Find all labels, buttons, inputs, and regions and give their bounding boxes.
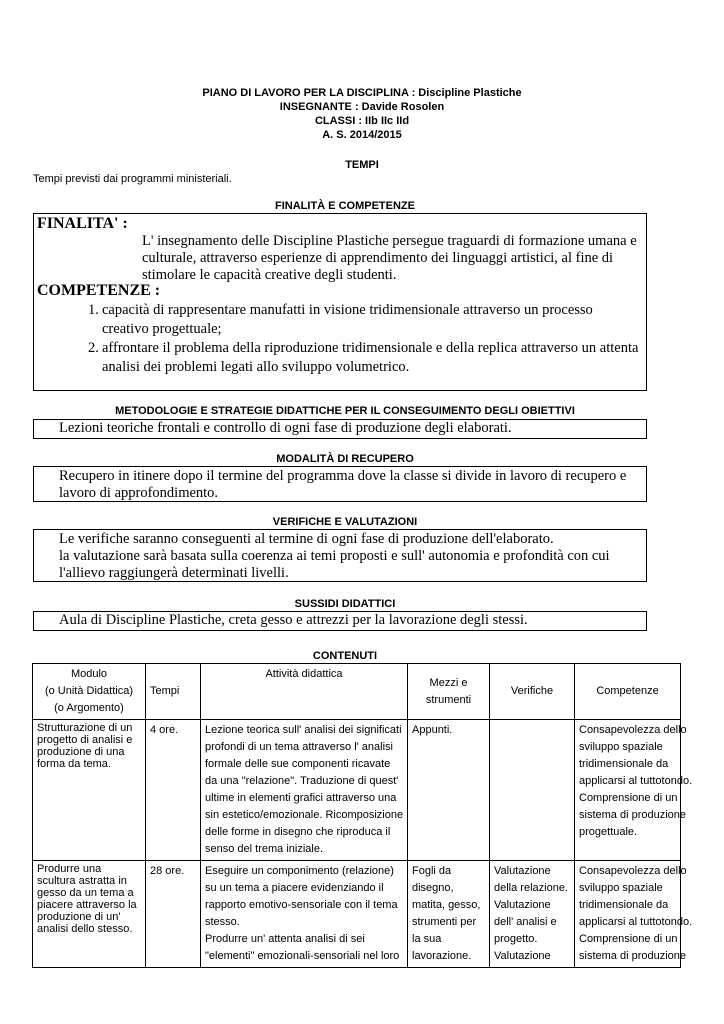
row1-verifiche <box>490 720 575 861</box>
header-line-1: PIANO DI LAVORO PER LA DISCIPLINA : Discipline Plastiche <box>202 87 522 99</box>
header-modulo: Modulo (o Unità Didattica) (o Argomento) <box>33 664 146 720</box>
table-row <box>33 861 681 968</box>
competenze-item-2: 2. affrontare il problema della riproduzione tridimensionale e della replica attraverso un attenta analisi dei problemi legati allo sviluppo volumetrico. <box>88 340 639 375</box>
row1-mezzi: Appunti. <box>408 720 490 861</box>
row2-attivita: Eseguire un componimento (relazione) su un tema a piacere evidenziando il rapporto emotivo-sensoriale con il tema stesso. Produrre un' attenta analisi di sei "elementi" emozionali-sensoriali nel loro <box>201 861 408 968</box>
finalita-text: L' insegnamento delle Discipline Plastiche persegue traguardi di formazione umana e culturale, attraverso esperienze di apprendimento dei linguaggi artistici, al fine di stimolare le capacità creative degli studenti. <box>142 233 637 283</box>
row1-modulo: Strutturazione di un progetto di analisi e produzione di una forma da tema. <box>33 720 146 861</box>
row2-verifiche: Valutazione della relazione. Valutazione dell' analisi e progetto. Valutazione <box>490 861 575 968</box>
verifiche-box <box>33 529 647 582</box>
verifiche-title: VERIFICHE E VALUTAZIONI <box>272 516 418 528</box>
header-verifiche: Verifiche <box>490 664 575 720</box>
header-line-4: A. S. 2014/2015 <box>322 129 402 141</box>
competenze-item-1: 1. capacità di rappresentare manufatti in visione tridimensionale attraverso un processo creativo progettuale; <box>88 302 593 337</box>
metodologie-text: Lezioni teoriche frontali e controllo di ogni fase di produzione degli elaborati. <box>59 420 512 436</box>
table-header-row <box>33 664 681 720</box>
row2-tempi: 28 ore. <box>146 861 201 968</box>
header-tempi: Tempi <box>146 664 201 720</box>
finalita-section-title: FINALITÀ E COMPETENZE <box>275 200 415 212</box>
recupero-title: MODALITÀ DI RECUPERO <box>276 453 414 465</box>
contenuti-table <box>32 663 693 968</box>
row2-competenze: Consapevolezza dello sviluppo spaziale tridimensionale da applicarsi al tuttotondo. Comprensione di un sistema di produzione <box>575 861 681 968</box>
recupero-box <box>33 466 647 502</box>
header-line-2: INSEGNANTE : Davide Rosolen <box>279 101 445 113</box>
finalita-label: FINALITA' : <box>37 215 128 232</box>
header-competenze: Competenze <box>575 664 681 720</box>
contenuti-title: CONTENUTI <box>312 650 378 662</box>
recupero-text: Recupero in itinere dopo il termine del programma dove la classe si divide in lavoro di recupero e lavoro di approfondimento. <box>59 468 627 501</box>
metodologie-title: METODOLOGIE E STRATEGIE DIDATTICHE PER IL CONSEGUIMENTO DEGLI OBIETTIVI <box>115 405 575 417</box>
sussidi-box <box>33 611 647 631</box>
row2-mezzi: Fogli da disegno, matita, gesso, strumenti per la sua lavorazione. <box>408 861 490 968</box>
competenze-label: COMPETENZE : <box>37 282 161 299</box>
tempi-title: TEMPI <box>345 159 379 171</box>
header-attivita: Attività didattica <box>201 664 408 720</box>
row2-modulo: Produrre una scultura astratta in gesso da un tema a piacere attraverso la produzione di un' analisi dello stesso. <box>33 861 146 968</box>
sussidi-text: Aula di Discipline Plastiche, creta gesso e attrezzi per la lavorazione degli stessi. <box>59 612 528 628</box>
verifiche-text: Le verifiche saranno conseguenti al termine di ogni fase di produzione dell'elaborato. la valutazione sarà basata sulla coerenza ai temi proposti e sull' autonomia e profondità con cui l'allievo raggiungerà determinati livelli. <box>59 531 610 581</box>
tempi-text: Tempi previsti dai programmi ministeriali. <box>33 173 232 185</box>
table-row <box>33 720 681 861</box>
sussidi-title: SUSSIDI DIDATTICI <box>294 598 396 610</box>
row1-tempi: 4 ore. <box>146 720 201 861</box>
row1-attivita: Lezione teorica sull' analisi dei significati profondi di un tema attraverso l' analisi formale delle sue componenti ricavate da una "relazione". Traduzione di quest' ultime in elementi grafici attraverso una sin estetico/emozionale. Ricomposizione delle forme in disegno che riproduca il senso del trema iniziale. <box>201 720 408 861</box>
metodologie-box <box>33 419 647 439</box>
header-line-3: CLASSI : IIb IIc IId <box>314 115 410 127</box>
header-mezzi: Mezzi e strumenti <box>408 664 490 720</box>
row1-competenze: Consapevolezza dello sviluppo spaziale tridimensionale da applicarsi al tuttotondo. Comprensione di un sistema di produzione progettuale. <box>575 720 681 861</box>
finalita-box <box>33 213 647 391</box>
